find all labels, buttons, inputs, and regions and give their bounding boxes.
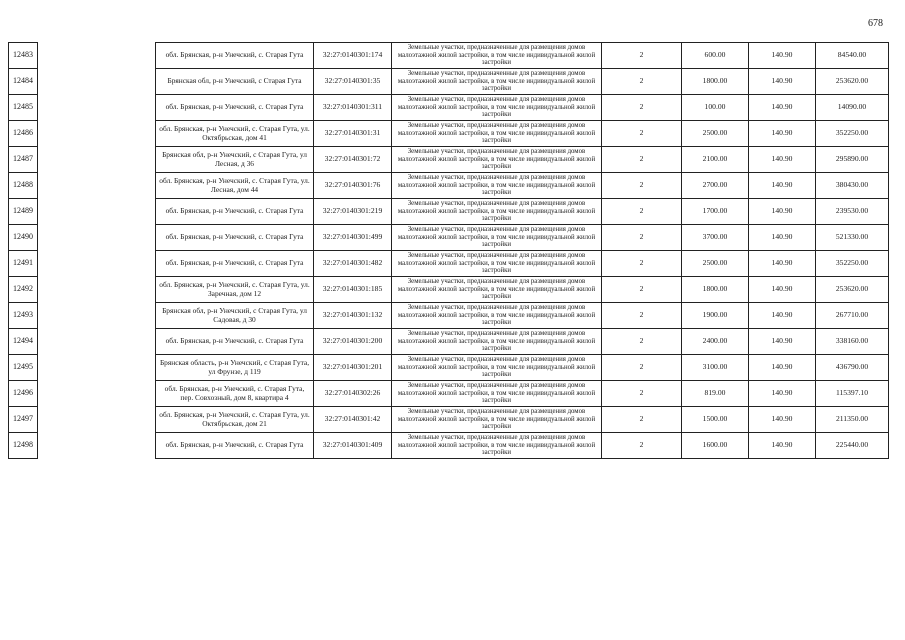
address-cell: обл. Брянская, р-н Унечский, с. Старая Гута, пер. Совхозный, дом 8, квартира 4 <box>156 381 314 407</box>
land-purpose-cell: Земельные участки, предназначенные для размещения домов малоэтажной жилой застройки, в том числе индивидуальной жилой застройки <box>392 251 602 277</box>
land-purpose-cell: Земельные участки, предназначенные для размещения домов малоэтажной жилой застройки, в том числе индивидуальной жилой застройки <box>392 43 602 69</box>
row-id-cell: 12494 <box>9 329 38 355</box>
cadastral-number-cell: 32:27:0140301:499 <box>314 225 392 251</box>
rate-cell: 140.90 <box>749 277 816 303</box>
address-cell: обл. Брянская, р-н Унечский, с. Старая Гута <box>156 225 314 251</box>
row-number-row <box>9 251 38 277</box>
address-cell: Брянская область, р-н Унечский, с Старая Гута, ул Фрунзе, д 119 <box>156 355 314 381</box>
area-cell: 1700.00 <box>682 199 749 225</box>
row-id-cell: 12486 <box>9 121 38 147</box>
row-id-cell: 12498 <box>9 433 38 459</box>
address-cell: Брянская обл, р-н Унечский, с Старая Гута <box>156 69 314 95</box>
address-cell: обл. Брянская, р-н Унечский, с. Старая Гута, ул. Лесная, дом 44 <box>156 173 314 199</box>
address-cell: обл. Брянская, р-н Унечский, с. Старая Гута <box>156 43 314 69</box>
row-id-cell: 12483 <box>9 43 38 69</box>
land-plots-table <box>155 42 889 459</box>
group-cell: 2 <box>602 355 682 381</box>
row-number-row <box>9 173 38 199</box>
land-purpose-cell: Земельные участки, предназначенные для размещения домов малоэтажной жилой застройки, в том числе индивидуальной жилой застройки <box>392 69 602 95</box>
cadastral-value-cell: 253620.00 <box>816 277 889 303</box>
area-cell: 3700.00 <box>682 225 749 251</box>
group-cell: 2 <box>602 251 682 277</box>
area-cell: 3100.00 <box>682 355 749 381</box>
group-cell: 2 <box>602 277 682 303</box>
row-id-cell: 12491 <box>9 251 38 277</box>
table-row <box>156 121 889 147</box>
address-cell: обл. Брянская, р-н Унечский, с. Старая Гута <box>156 199 314 225</box>
cadastral-number-cell: 32:27:0140301:311 <box>314 95 392 121</box>
cadastral-number-cell: 32:27:0140302:26 <box>314 381 392 407</box>
group-cell: 2 <box>602 225 682 251</box>
land-purpose-cell: Земельные участки, предназначенные для размещения домов малоэтажной жилой застройки, в том числе индивидуальной жилой застройки <box>392 173 602 199</box>
area-cell: 1800.00 <box>682 277 749 303</box>
row-id-cell: 12487 <box>9 147 38 173</box>
row-id-cell: 12489 <box>9 199 38 225</box>
row-id-cell: 12485 <box>9 95 38 121</box>
land-purpose-cell: Земельные участки, предназначенные для размещения домов малоэтажной жилой застройки, в том числе индивидуальной жилой застройки <box>392 225 602 251</box>
land-purpose-cell: Земельные участки, предназначенные для размещения домов малоэтажной жилой застройки, в том числе индивидуальной жилой застройки <box>392 303 602 329</box>
cadastral-value-cell: 352250.00 <box>816 251 889 277</box>
row-id-cell: 12492 <box>9 277 38 303</box>
rate-cell: 140.90 <box>749 173 816 199</box>
rate-cell: 140.90 <box>749 381 816 407</box>
cadastral-number-cell: 32:27:0140301:219 <box>314 199 392 225</box>
cadastral-number-cell: 32:27:0140301:185 <box>314 277 392 303</box>
rate-cell: 140.90 <box>749 329 816 355</box>
group-cell: 2 <box>602 147 682 173</box>
land-purpose-cell: Земельные участки, предназначенные для размещения домов малоэтажной жилой застройки, в том числе индивидуальной жилой застройки <box>392 199 602 225</box>
area-cell: 2100.00 <box>682 147 749 173</box>
table-row <box>156 355 889 381</box>
cadastral-number-cell: 32:27:0140301:35 <box>314 69 392 95</box>
table-row <box>156 173 889 199</box>
row-number-column <box>8 42 38 459</box>
row-number-row <box>9 355 38 381</box>
land-purpose-cell: Земельные участки, предназначенные для размещения домов малоэтажной жилой застройки, в том числе индивидуальной жилой застройки <box>392 121 602 147</box>
address-cell: обл. Брянская, р-н Унечский, с. Старая Гута <box>156 95 314 121</box>
rate-cell: 140.90 <box>749 407 816 433</box>
address-cell: Брянская обл, р-н Унечский, с Старая Гута, ул Лесная, д 36 <box>156 147 314 173</box>
table-row <box>156 199 889 225</box>
table-row <box>156 303 889 329</box>
rate-cell: 140.90 <box>749 121 816 147</box>
address-cell: обл. Брянская, р-н Унечский, с. Старая Гута <box>156 329 314 355</box>
table-row <box>156 95 889 121</box>
rate-cell: 140.90 <box>749 199 816 225</box>
row-number-row <box>9 407 38 433</box>
table-row <box>156 69 889 95</box>
group-cell: 2 <box>602 69 682 95</box>
land-purpose-cell: Земельные участки, предназначенные для размещения домов малоэтажной жилой застройки, в том числе индивидуальной жилой застройки <box>392 95 602 121</box>
row-number-row <box>9 199 38 225</box>
area-cell: 1500.00 <box>682 407 749 433</box>
row-number-row <box>9 147 38 173</box>
rate-cell: 140.90 <box>749 251 816 277</box>
area-cell: 2700.00 <box>682 173 749 199</box>
table-row <box>156 251 889 277</box>
cadastral-value-cell: 352250.00 <box>816 121 889 147</box>
table-row <box>156 277 889 303</box>
row-number-row <box>9 225 38 251</box>
land-purpose-cell: Земельные участки, предназначенные для размещения домов малоэтажной жилой застройки, в том числе индивидуальной жилой застройки <box>392 433 602 459</box>
table-row <box>156 381 889 407</box>
address-cell: Брянская обл, р-н Унечский, с Старая Гута, ул Садовая, д 30 <box>156 303 314 329</box>
table-row <box>156 43 889 69</box>
cadastral-number-cell: 32:27:0140301:42 <box>314 407 392 433</box>
cadastral-number-cell: 32:27:0140301:132 <box>314 303 392 329</box>
cadastral-value-cell: 225440.00 <box>816 433 889 459</box>
row-id-cell: 12496 <box>9 381 38 407</box>
group-cell: 2 <box>602 121 682 147</box>
row-number-row <box>9 43 38 69</box>
land-purpose-cell: Земельные участки, предназначенные для размещения домов малоэтажной жилой застройки, в том числе индивидуальной жилой застройки <box>392 407 602 433</box>
land-purpose-cell: Земельные участки, предназначенные для размещения домов малоэтажной жилой застройки, в том числе индивидуальной жилой застройки <box>392 381 602 407</box>
row-id-cell: 12488 <box>9 173 38 199</box>
rate-cell: 140.90 <box>749 433 816 459</box>
cadastral-value-cell: 521330.00 <box>816 225 889 251</box>
row-number-row <box>9 329 38 355</box>
address-cell: обл. Брянская, р-н Унечский, с. Старая Гута <box>156 251 314 277</box>
rate-cell: 140.90 <box>749 43 816 69</box>
cadastral-value-cell: 115397.10 <box>816 381 889 407</box>
area-cell: 1900.00 <box>682 303 749 329</box>
table-row <box>156 407 889 433</box>
row-id-cell: 12497 <box>9 407 38 433</box>
cadastral-value-cell: 14090.00 <box>816 95 889 121</box>
land-purpose-cell: Земельные участки, предназначенные для размещения домов малоэтажной жилой застройки, в том числе индивидуальной жилой застройки <box>392 355 602 381</box>
cadastral-number-cell: 32:27:0140301:76 <box>314 173 392 199</box>
cadastral-value-cell: 253620.00 <box>816 69 889 95</box>
area-cell: 2500.00 <box>682 251 749 277</box>
rate-cell: 140.90 <box>749 147 816 173</box>
row-id-cell: 12484 <box>9 69 38 95</box>
address-cell: обл. Брянская, р-н Унечский, с. Старая Гута, ул. Октябрьская, дом 21 <box>156 407 314 433</box>
area-cell: 2400.00 <box>682 329 749 355</box>
land-purpose-cell: Земельные участки, предназначенные для размещения домов малоэтажной жилой застройки, в том числе индивидуальной жилой застройки <box>392 147 602 173</box>
cadastral-number-cell: 32:27:0140301:482 <box>314 251 392 277</box>
group-cell: 2 <box>602 329 682 355</box>
rate-cell: 140.90 <box>749 225 816 251</box>
land-purpose-cell: Земельные участки, предназначенные для размещения домов малоэтажной жилой застройки, в том числе индивидуальной жилой застройки <box>392 277 602 303</box>
cadastral-value-cell: 338160.00 <box>816 329 889 355</box>
area-cell: 2500.00 <box>682 121 749 147</box>
cadastral-number-cell: 32:27:0140301:201 <box>314 355 392 381</box>
cadastral-value-cell: 239530.00 <box>816 199 889 225</box>
row-number-row <box>9 277 38 303</box>
address-cell: обл. Брянская, р-н Унечский, с. Старая Гута, ул. Октябрьская, дом 41 <box>156 121 314 147</box>
row-number-row <box>9 95 38 121</box>
rate-cell: 140.90 <box>749 355 816 381</box>
cadastral-value-cell: 380430.00 <box>816 173 889 199</box>
rate-cell: 140.90 <box>749 95 816 121</box>
row-number-row <box>9 381 38 407</box>
address-cell: обл. Брянская, р-н Унечский, с. Старая Гута, ул. Заречная, дом 12 <box>156 277 314 303</box>
group-cell: 2 <box>602 303 682 329</box>
group-cell: 2 <box>602 95 682 121</box>
group-cell: 2 <box>602 199 682 225</box>
row-number-row <box>9 69 38 95</box>
group-cell: 2 <box>602 433 682 459</box>
table-row <box>156 225 889 251</box>
area-cell: 1800.00 <box>682 69 749 95</box>
area-cell: 819.00 <box>682 381 749 407</box>
cadastral-value-cell: 267710.00 <box>816 303 889 329</box>
cadastral-number-cell: 32:27:0140301:72 <box>314 147 392 173</box>
table-row <box>156 329 889 355</box>
row-id-cell: 12495 <box>9 355 38 381</box>
cadastral-number-cell: 32:27:0140301:409 <box>314 433 392 459</box>
row-id-cell: 12493 <box>9 303 38 329</box>
table-row <box>156 147 889 173</box>
group-cell: 2 <box>602 43 682 69</box>
row-number-row <box>9 433 38 459</box>
cadastral-value-cell: 84540.00 <box>816 43 889 69</box>
group-cell: 2 <box>602 381 682 407</box>
page-number: 678 <box>868 18 883 29</box>
area-cell: 100.00 <box>682 95 749 121</box>
cadastral-number-cell: 32:27:0140301:31 <box>314 121 392 147</box>
rate-cell: 140.90 <box>749 303 816 329</box>
table-row <box>156 433 889 459</box>
row-id-cell: 12490 <box>9 225 38 251</box>
cadastral-number-cell: 32:27:0140301:174 <box>314 43 392 69</box>
cadastral-value-cell: 436790.00 <box>816 355 889 381</box>
row-number-row <box>9 303 38 329</box>
cadastral-value-cell: 211350.00 <box>816 407 889 433</box>
area-cell: 1600.00 <box>682 433 749 459</box>
address-cell: обл. Брянская, р-н Унечский, с. Старая Гута <box>156 433 314 459</box>
row-number-row <box>9 121 38 147</box>
rate-cell: 140.90 <box>749 69 816 95</box>
cadastral-value-cell: 295890.00 <box>816 147 889 173</box>
group-cell: 2 <box>602 173 682 199</box>
area-cell: 600.00 <box>682 43 749 69</box>
cadastral-number-cell: 32:27:0140301:200 <box>314 329 392 355</box>
land-purpose-cell: Земельные участки, предназначенные для размещения домов малоэтажной жилой застройки, в том числе индивидуальной жилой застройки <box>392 329 602 355</box>
group-cell: 2 <box>602 407 682 433</box>
